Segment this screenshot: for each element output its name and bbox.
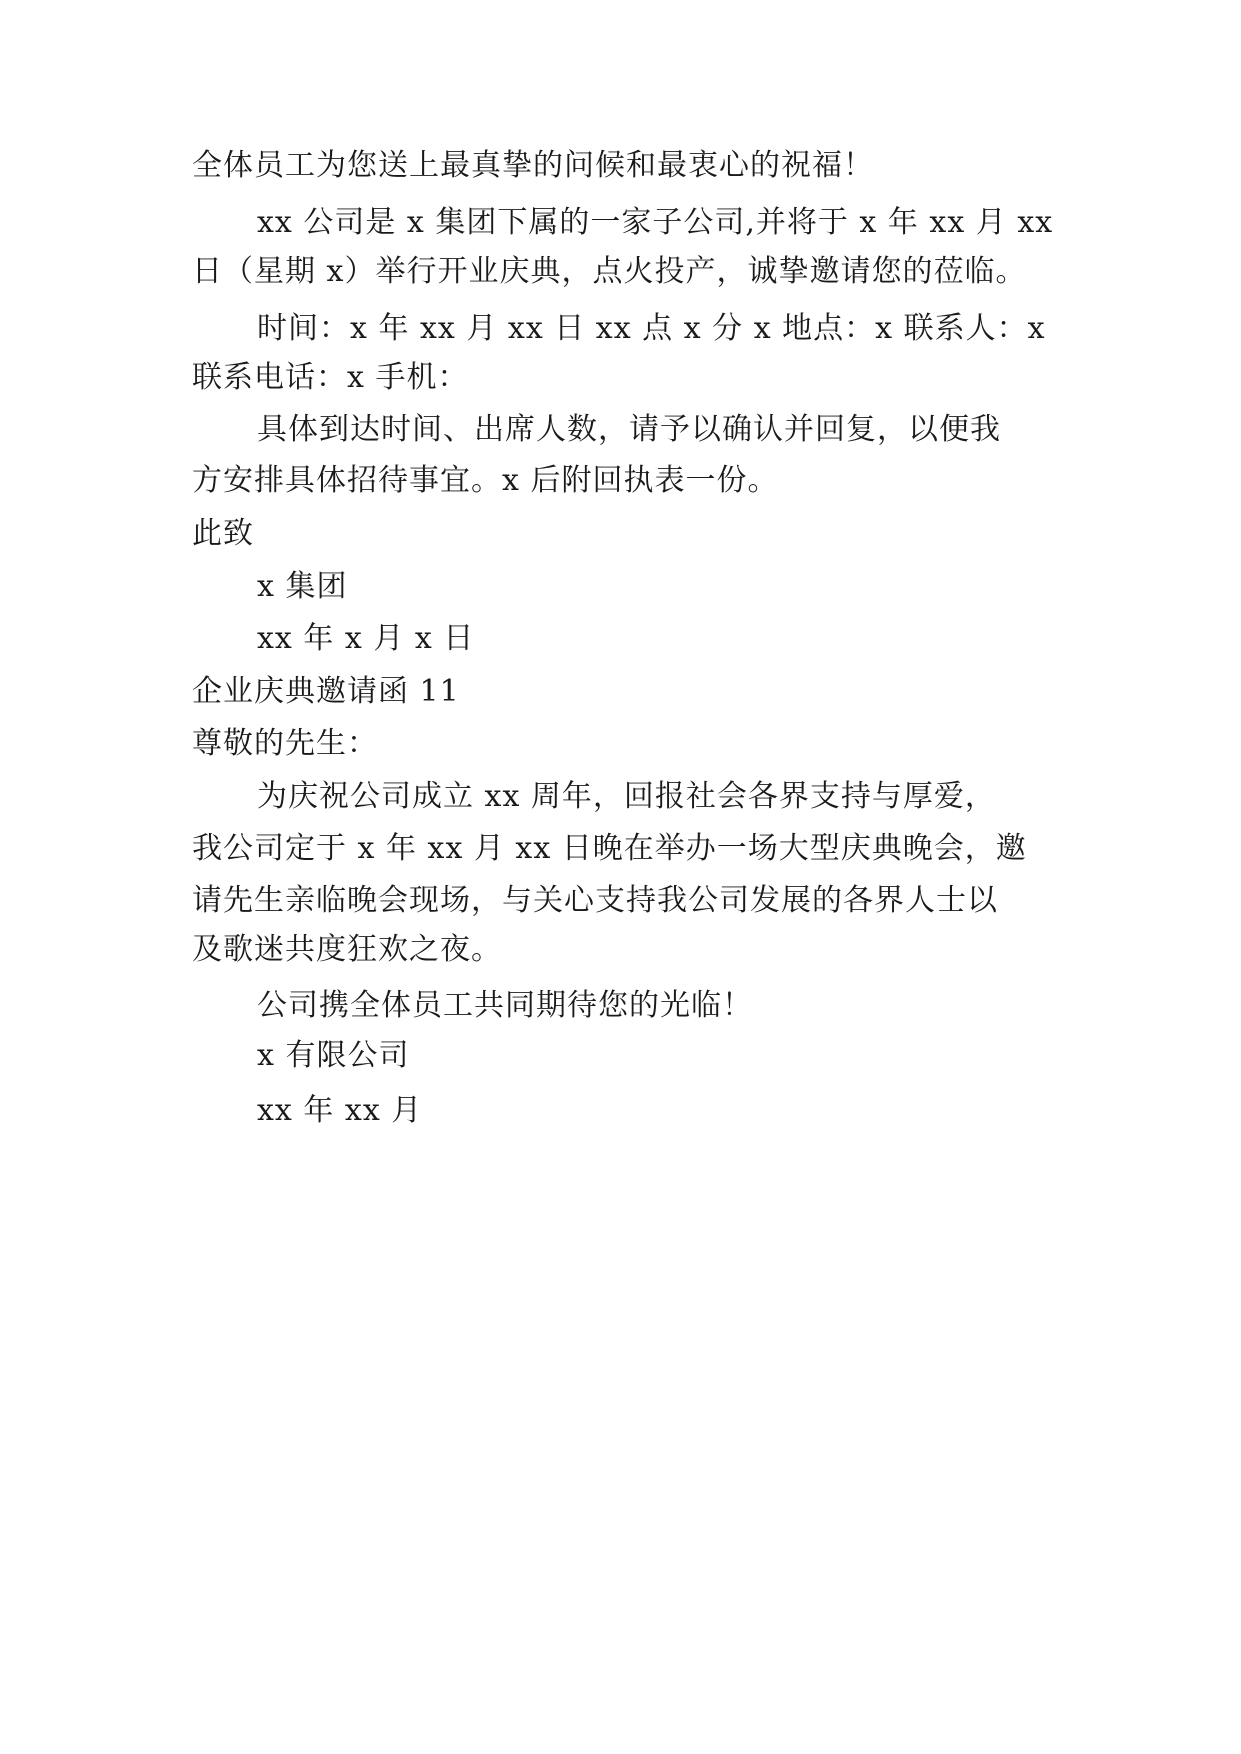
letter2-heading: 企业庆典邀请函 11	[192, 674, 460, 709]
letter1-time-place: 时间：x 年 xx 月 xx 日 xx 点 x 分 x 地点：x 联系人：x	[257, 311, 1046, 346]
letter1-paragraph-intro-cont: 日（星期 x）举行开业庆典，点火投产，诚挚邀请您的莅临。	[192, 254, 1027, 289]
letter1-paragraph-intro: xx 公司是 x 集团下属的一家子公司,并将于 x 年 xx 月 xx	[257, 205, 1054, 240]
letter1-salutation-close: 此致	[192, 516, 254, 551]
letter2-closing-line: 公司携全体员工共同期待您的光临！	[257, 988, 753, 1023]
letter2-body-line: 我公司定于 x 年 xx 月 xx 日晚在举办一场大型庆典晚会，邀	[192, 831, 1027, 866]
letter2-signature: x 有限公司	[257, 1038, 410, 1073]
letter2-body-line: 及歌迷共度狂欢之夜。	[192, 932, 502, 967]
letter1-date: xx 年 x 月 x 日	[257, 621, 475, 656]
letter2-body-line: 为庆祝公司成立 xx 周年，回报社会各界支持与厚爱，	[257, 779, 996, 814]
letter2-body-line: 请先生亲临晚会现场，与关心支持我公司发展的各界人士以	[192, 883, 998, 918]
letter2-date: xx 年 xx 月	[257, 1093, 423, 1128]
letter1-closing-line: 全体员工为您送上最真挚的问候和最衷心的祝福！	[192, 148, 874, 183]
letter1-phone: 联系电话：x 手机：	[192, 360, 469, 395]
letter1-signature: x 集团	[257, 569, 348, 604]
letter1-confirm-paragraph: 具体到达时间、出席人数，请予以确认并回复，以便我	[257, 412, 1001, 447]
letter1-confirm-paragraph-cont: 方安排具体招待事宜。x 后附回执表一份。	[192, 463, 779, 498]
letter2-salutation: 尊敬的先生：	[192, 726, 378, 761]
